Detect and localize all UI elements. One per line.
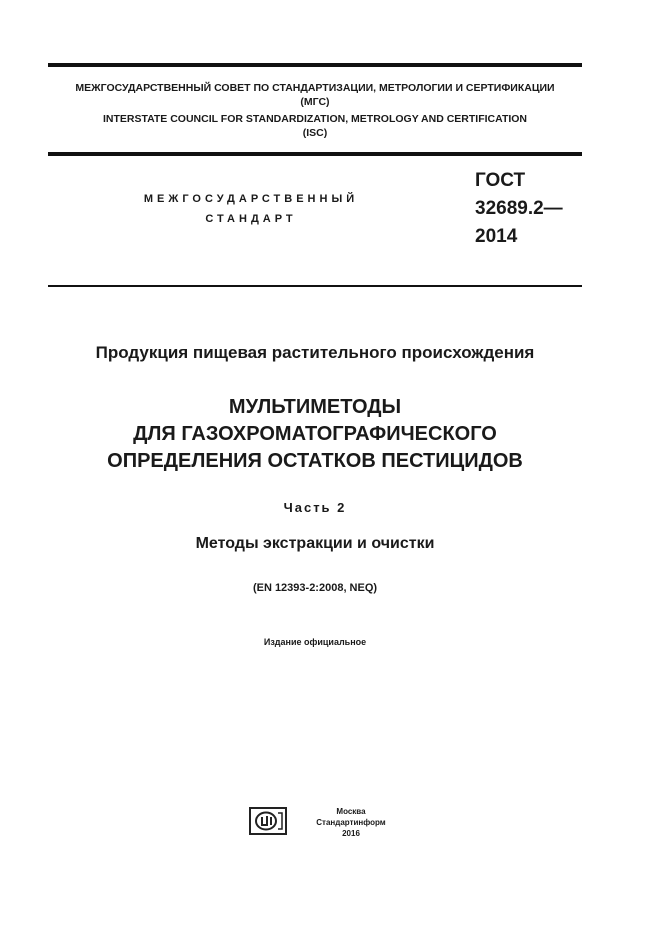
product-subject: Продукция пищевая растительного происхождения — [95, 343, 535, 362]
gost-designation-line1: ГОСТ — [475, 170, 526, 191]
gost-designation-line3: 2014 — [475, 226, 518, 247]
publisher-city: Москва — [336, 807, 366, 816]
council-en-line: INTERSTATE COUNCIL FOR STANDARDIZATION, METROLOGY AND CERTIFICATION — [102, 113, 528, 125]
publisher-name: Стандартинформ — [316, 818, 386, 827]
council-ru-abbr: (МГС) — [300, 96, 330, 108]
gost-designation-line2: 32689.2— — [475, 198, 563, 219]
top-rule — [48, 63, 582, 67]
designation-bottom-rule — [48, 285, 582, 287]
reference-standard: (EN 12393-2:2008, NEQ) — [252, 582, 378, 594]
main-title-line3: ОПРЕДЕЛЕНИЯ ОСТАТКОВ ПЕСТИЦИДОВ — [107, 450, 523, 472]
header-bottom-rule — [48, 152, 582, 156]
publisher-year: 2016 — [342, 829, 360, 838]
standard-type-line2: СТАНДАРТ — [205, 213, 297, 225]
part-title: Методы экстракции и очистки — [195, 535, 435, 552]
main-title-line1: МУЛЬТИМЕТОДЫ — [228, 396, 402, 418]
council-ru-line: МЕЖГОСУДАРСТВЕННЫЙ СОВЕТ ПО СТАНДАРТИЗАЦИИ, МЕТРОЛОГИИ И СЕРТИФИКАЦИИ — [75, 82, 555, 94]
edition-note: Издание официальное — [263, 637, 367, 647]
part-number: Часть 2 — [283, 500, 347, 515]
standartinform-logo-icon — [249, 807, 287, 835]
council-en-abbr: (ISC) — [302, 127, 328, 139]
standard-type-line1: МЕЖГОСУДАРСТВЕННЫЙ — [143, 193, 359, 205]
main-title-line2: ДЛЯ ГАЗОХРОМАТОГРАФИЧЕСКОГО — [133, 423, 497, 445]
